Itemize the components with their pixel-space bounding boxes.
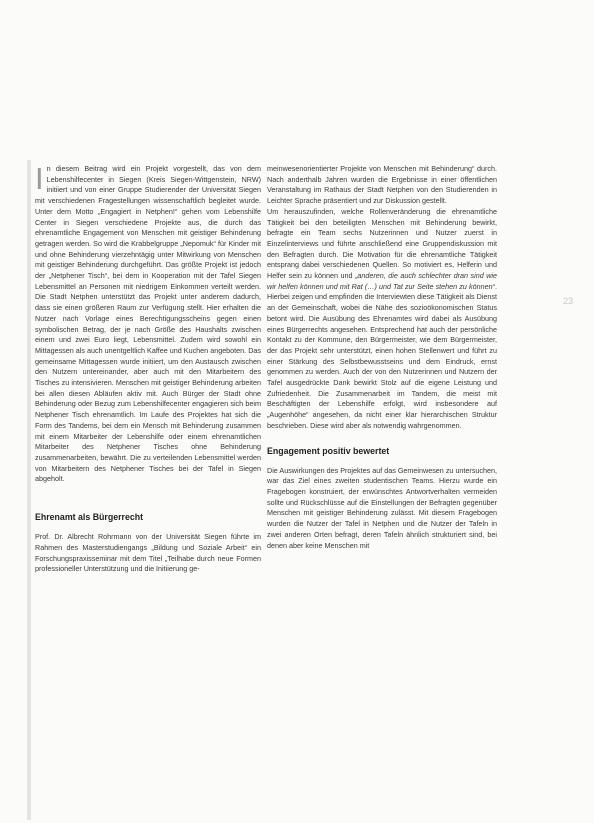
intro-paragraph	[35, 161, 261, 485]
left-column	[35, 161, 261, 575]
section-heading-ehrenamt: Ehrenamt als Bürgerrecht	[35, 512, 144, 523]
intro-text: n diesem Beitrag wird ein Projekt vorgestellt, das von dem Lebenshilfecenter in Siegen (Kreis Siegen-Wittgenstein, NRW) initiiert und von einer Gruppe Studierender der Universität Siegen mit verschiedenen Fragestellungen wissenschaftlich begleitet wurde. Unter dem Motto „Engagiert in Netphen!“ gehen vom Lebenshilfe Center in Siegen verschiedene Projekte aus, die durch das ehrenamtliche Engagement von Menschen mit geistiger Behinderung getragen werden. So wird die Krabbelgruppe „Nepomuk“ für Kinder mit und ohne Behinderung vierzehntägig unter Mitwirkung von Menschen mit geistiger Behinderung durchgeführt. Das größte Projekt ist jedoch der „Netphener Tisch“, bei dem in Kooperation mit der Tafel Siegen Lebensmittel an Personen mit niedrigem Einkommen verteilt werden. Die Stadt Netphen unterstützt das Projekt unter anderem dadurch, dass sie einen größeren Raum zur Verfügung stellt. Hier erhalten die Nutzer nach Vorlage eines Berechtigungsscheins gegen einen symbolischen Betrag, der je nach Größe des Haushalts zwischen einem und zwei Euro liegt, Lebensmittel. Zudem wird sowohl ein Mittagessen als auch unentgeltlich Kaffee und Kuchen angeboten. Das gemeinsame Mittagessen wurde initiiert, um den Austausch zwischen den Nutzern untereinander, aber auch mit den Mitarbeitern des Tisches zu intensivieren. Menschen mit geistiger Behinderung arbeiten bei allen diesen Abläufen aktiv mit. Auch Bürger der Stadt ohne Behinderung oder Bezug zum Lebenshilfecenter engagieren sich beim Netphener Tisch ehrenamtlich. Im Laufe des Projektes hat sich die Form des Tandems, bei dem ein Mensch mit Behinderung zusammen mit einem Mitarbeiter der Lebenshilfe oder einem ehrenamtlichen Mitarbeiter des Netphener Tisches ohne Behinderung zusammenarbeiten, bewährt. Die zu verteilenden Lebensmittel werden von Mitarbeitern des Netphener Tisches bei der Tafel in Siegen abgeholt.	[35, 164, 261, 484]
body-paragraph: meinwesenorientierter Projekte von Menschen mit Behinderung“ durch. Nach anderthalb Jahren wurden die Ergebnisse in einer öffentlichen Veranstaltung im Rathaus der Stadt Netphen von den Studierenden in Leichter Sprache präsentiert und zur Diskussion gestellt.	[267, 164, 497, 206]
page-number: 23	[563, 296, 574, 306]
body-text: Um herauszufinden, welche Rollenveränderung die ehrenamtliche Tätigkeit bei den beteiligten Menschen mit Behinderung bewirkt, befragte ein Team sechs Nutzerinnen und Nutzer zuerst in Einzelinterviews und führte anschließend eine Gruppendiskussion mit den Befragten durch. Die Motivation für die ehrenamtliche Tätigkeit entsprang dabei verschiedenen Quellen. So motiviert es, Helferin und Helfer sein zu können und „	[267, 206, 497, 281]
margin-bar	[27, 160, 31, 820]
body-paragraph: Die Auswirkungen des Projektes auf das Gemeinwesen zu untersuchen, war das Ziel eines zweiten studentischen Teams. Hierzu wurde ein Fragebogen konstruiert, der erwünschtes Antwortverhalten vermeiden sollte und Rückschlüsse auf die Einstellungen der Befragten gegenüber Menschen mit geistiger Behinderung zulässt. Mit diesem Fragebogen wurden die Nutzer der Tafel in Netphen und die Nutzer der Tafeln in zwei anderen Orten befragt, deren Tafeln ähnlich strukturiert sind, bei denen aber keine Menschen mit	[267, 465, 497, 550]
interview-quote: anderen, die auch schlechter dran sind wie wir helfen können und mit Rat (…) und Tat zur Seite stehen zu können	[267, 271, 497, 291]
dropcap: I	[35, 161, 44, 196]
body-paragraph: Prof. Dr. Albrecht Rohrmann von der Universität Siegen führte im Rahmen des Masterstudiengangs „Bildung und Soziale Arbeit“ ein Forschungspraxisseminar mit dem Titel „Teilhabe durch neue Formen professioneller Unterstützung und die Initiierung ge-	[35, 532, 261, 574]
body-paragraph	[267, 207, 497, 432]
section-heading-engagement: Engagement positiv bewertet	[267, 445, 390, 456]
right-column	[267, 164, 497, 551]
body-text: “. Hierbei zeigen und empfinden die Interviewten diese Tätigkeit als Dienst an der Gemeinschaft, wobei die Nähe des sozioökonomischen Status betont wird. Die Ausübung des Ehrenamtes wird dabei als Ausübung eines Bürgerrechts angesehen. Entsprechend hat auch der persönliche Kontakt zu der Kommune, den Bürgermeister, wie dem Bürgermeister, der das Projekt sehr unterstützt, einen hohen Stellenwert und führt zu einer Stärkung des Selbstbewusstseins und dem Eindruck, ernst genommen zu werden. Auch der von den Nutzerinnen und Nutzern der Tafel ausgedrückte Dank bewirkt Stolz auf die eigene Leistung und Zufriedenheit. Die Zusammenarbeit im Tandem, die meist mit Beschäftigten der Lebenshilfe erfolgt, wird insbesondere auf „Augenhöhe“ angesehen, da nicht einer klar hierarchischen Struktur beschrieben. Diese wird aber als notwendig wahrgenommen.	[267, 281, 497, 430]
